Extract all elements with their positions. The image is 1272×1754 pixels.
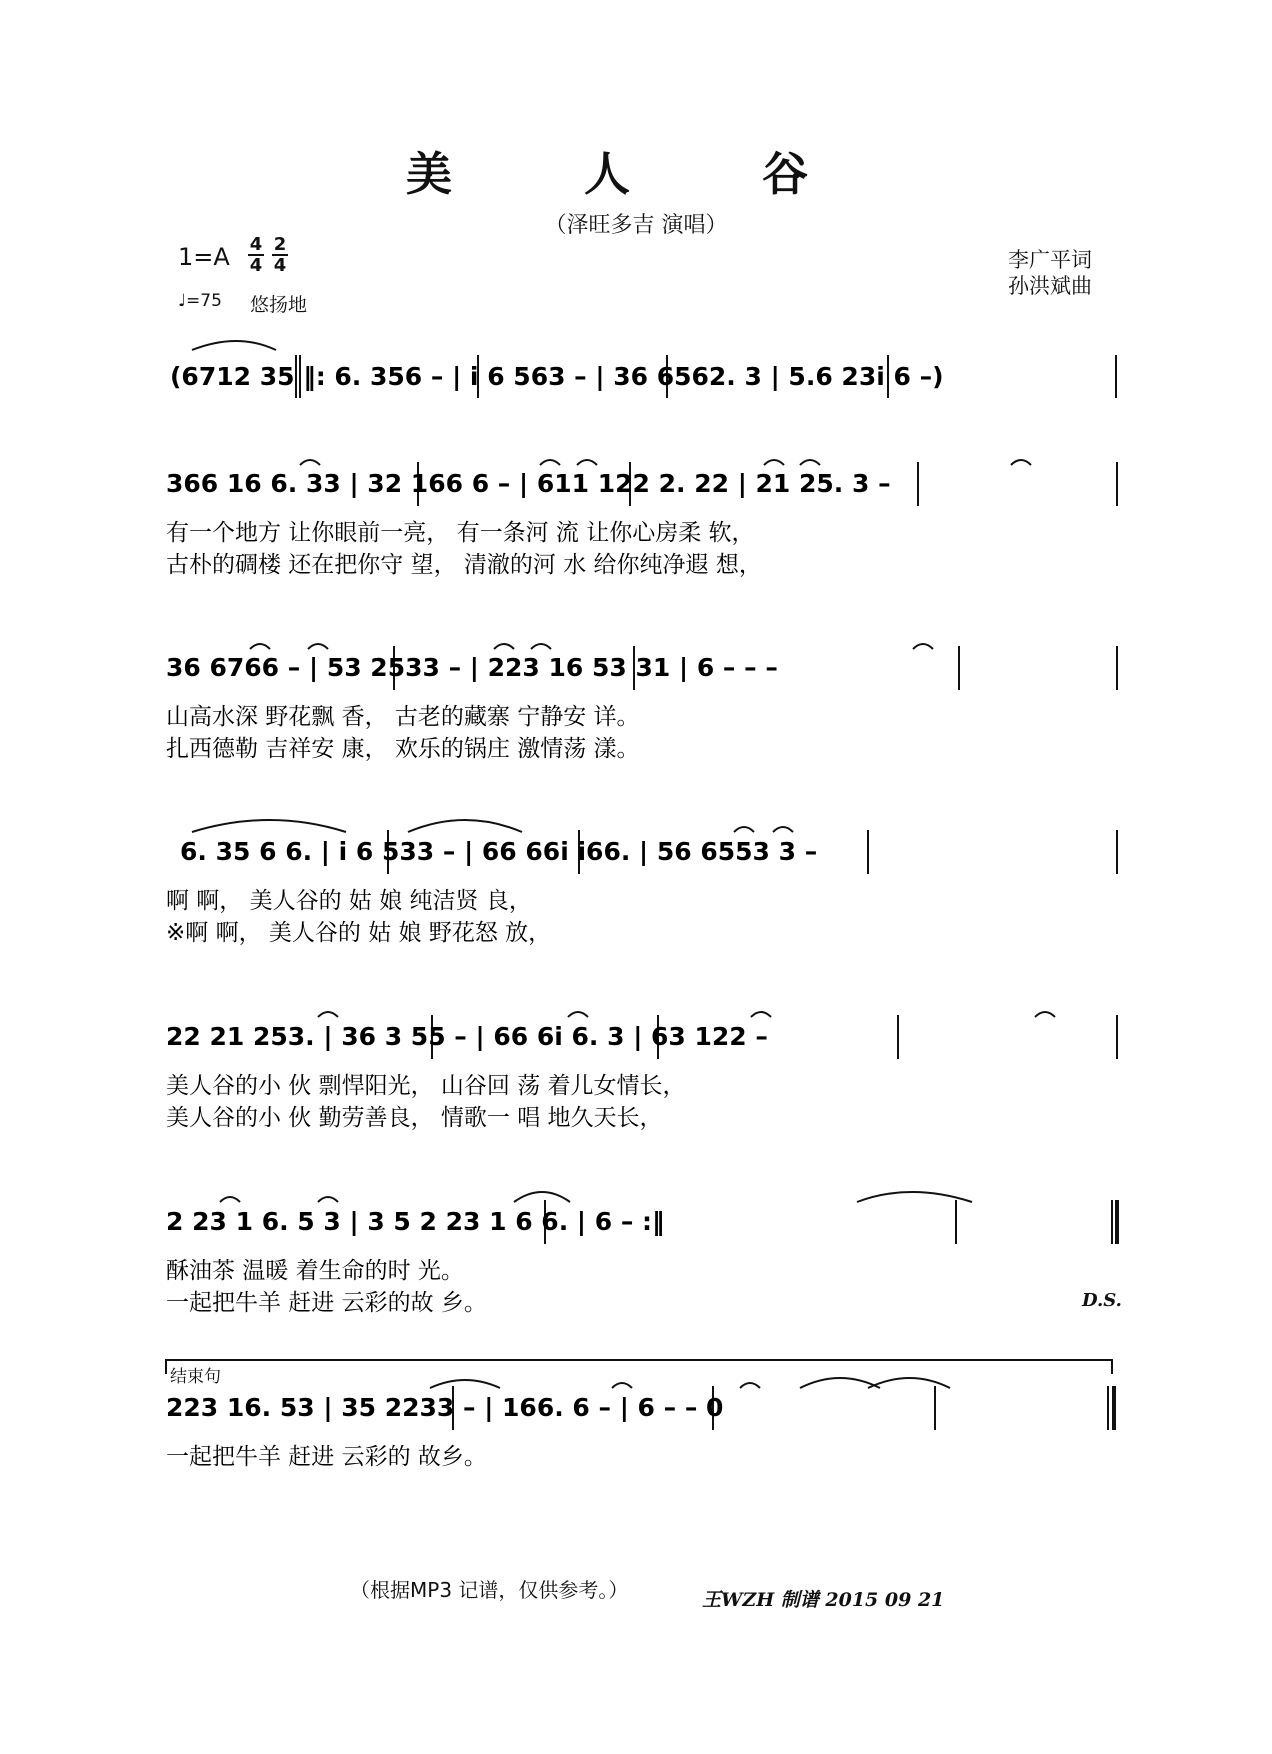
ending-label: 结束句	[170, 1367, 221, 1387]
notes-system-6: 2 23 1 6. 5 3 | 3 5 2 23 1 6 6. | 6 – :‖	[166, 1207, 665, 1236]
lyrics-system-2-verse-1: 有一个地方 让你眼前一亮， 有一条河 流 让你心房柔 软，	[166, 520, 755, 546]
lyrics-system-4-verse-2: ※啊 啊， 美人谷的 姑 娘 野花怒 放，	[166, 920, 552, 946]
lyrics-system-4-verse-1: 啊 啊， 美人谷的 姑 娘 纯洁贤 良，	[166, 888, 532, 914]
notes-system-2: 366 16 6. 33 | 32 166 6 – | 611 122 2. 22 | 21 25. 3 –	[166, 469, 891, 498]
lyrics-system-5-verse-1: 美人谷的小 伙 剽悍阳光， 山谷回 荡 着儿女情长，	[166, 1073, 686, 1099]
notes-system-1: (6712 35 ‖: 6. 356 – | i 6 563 – | 36 6562. 3 | 5.6 23i 6 –)	[170, 362, 944, 391]
song-title: 美 人 谷	[405, 147, 867, 201]
lyrics-system-7: 一起把牛羊 赶进 云彩的 故乡。	[166, 1444, 487, 1470]
dal-segno-mark: D.S.	[1082, 1290, 1122, 1311]
lyrics-system-2-verse-2: 古朴的碉楼 还在把你守 望， 清澈的河 水 给你纯净遐 想，	[166, 552, 762, 578]
notes-system-3: 36 6766 – | 53 2533 – | 223 16 53 31 | 6 – – –	[166, 653, 778, 682]
lyrics-system-5-verse-2: 美人谷的小 伙 勤劳善良， 情歌一 唱 地久天长，	[166, 1105, 663, 1131]
lyricist-credit: 李广平词	[1008, 248, 1092, 272]
lyrics-system-6-verse-1: 酥油茶 温暖 着生命的时 光。	[166, 1258, 464, 1284]
footnote: （根据MP3 记谱，仅供参考。）	[350, 1578, 629, 1602]
lyrics-system-3-verse-1: 山高水深 野花飘 香， 古老的藏寨 宁静安 详。	[166, 704, 640, 730]
tempo-marking: ♩=75	[178, 291, 222, 311]
lyrics-system-3-verse-2: 扎西德勒 吉祥安 康， 欢乐的锅庄 激情荡 漾。	[166, 736, 640, 762]
expression-marking: 悠扬地	[250, 294, 308, 316]
performer-line: （泽旺多吉 演唱）	[544, 213, 728, 238]
transcriber-signature: 王WZH 制谱 2015 09 21	[702, 1589, 945, 1611]
notes-system-7: 223 16. 53 | 35 2233 – | 166. 6 – | 6 – – 0	[166, 1393, 724, 1422]
composer-credit: 孙洪斌曲	[1008, 274, 1092, 298]
lyrics-system-6-verse-2: 一起把牛羊 赶进 云彩的故 乡。	[166, 1290, 487, 1316]
time-signature-2: 2 4	[273, 234, 287, 276]
key-signature: 1=A	[178, 243, 230, 271]
notes-system-5: 22 21 253. | 36 3 55 – | 66 6i 6. 3 | 63 122 –	[166, 1022, 768, 1051]
time-signature-1: 4 4	[249, 234, 263, 276]
notes-system-4: 6. 35 6 6. | i 6 533 – | 66 66i i66. | 56 6553 3 –	[180, 837, 818, 866]
